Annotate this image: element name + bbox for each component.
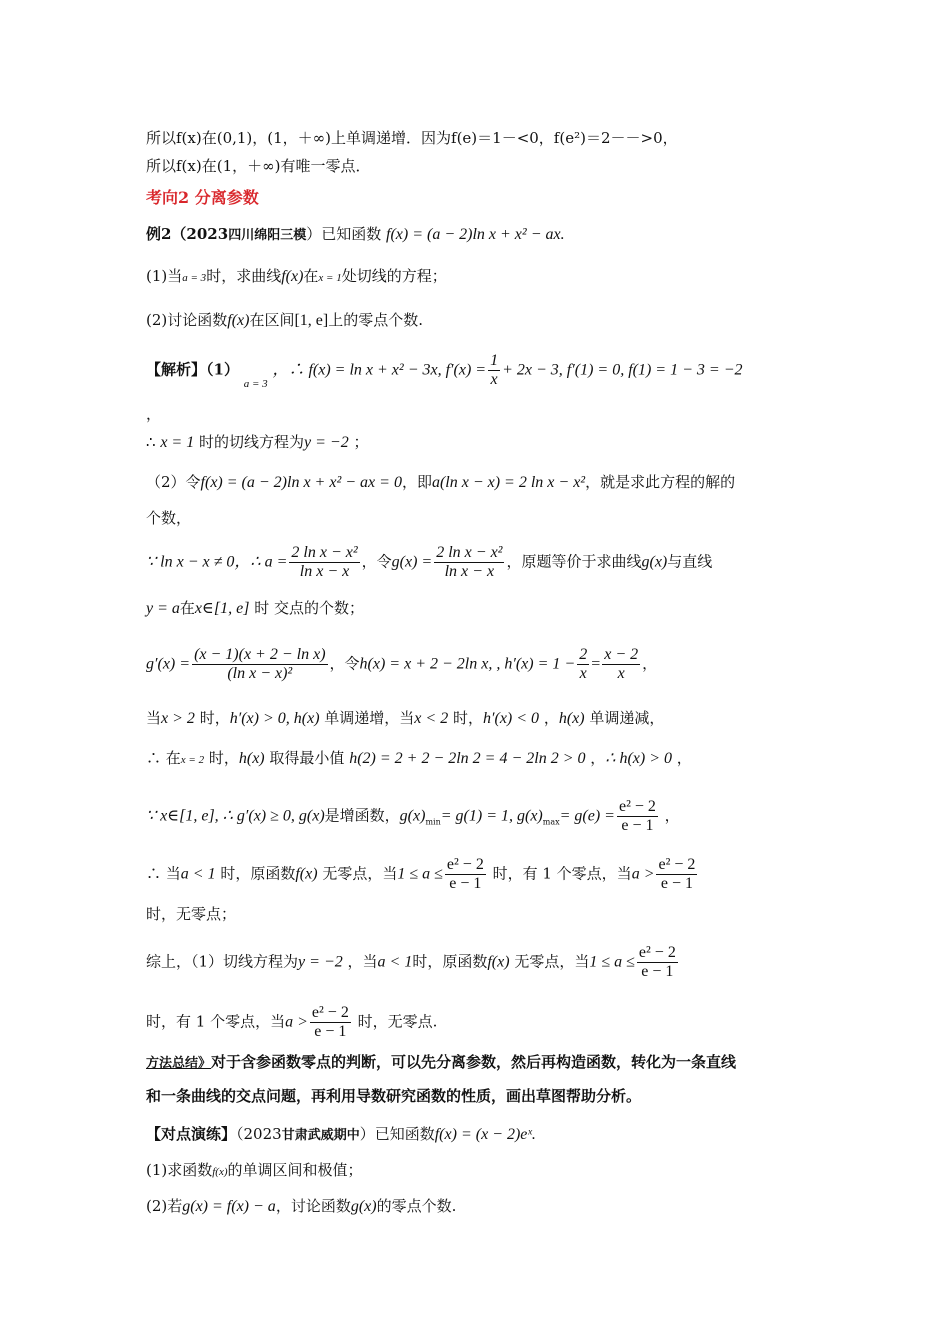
p10-c: 时，原函数 — [412, 952, 488, 971]
summary-text-2: 和一条曲线的交点问题，再利用导数研究函数的性质，画出草图帮助分析。 — [146, 1087, 642, 1105]
p11-frac — [310, 1004, 351, 1041]
p3-a: ∵ ln x − x ≠ 0 — [146, 553, 235, 571]
solution-frac-1 — [488, 352, 500, 389]
p3-frac — [289, 544, 359, 581]
p3-frac-2 — [434, 544, 504, 581]
frac-den: ln x − x — [299, 563, 350, 580]
p9-m1: a < 1 — [180, 865, 216, 883]
q2-math-fx: f(x) — [227, 312, 250, 329]
frac-num: e² − 2 — [658, 856, 696, 873]
practice-function: f(x) = (x − 2)eˣ. — [434, 1126, 536, 1143]
text-line-1 — [146, 128, 678, 148]
p5-a: ，令 — [329, 654, 360, 673]
part-10-line — [146, 944, 680, 981]
p2-eq: f(x) = (a − 2)ln x + x² − ax = 0 — [200, 474, 402, 491]
p7-m2: h(x) — [238, 750, 265, 767]
p9-m2: f(x) — [295, 865, 318, 883]
p9-m3: 1 ≤ a ≤ — [397, 865, 443, 883]
p3-gx: g(x) — [641, 553, 668, 571]
p11-m1: a > — [285, 1013, 308, 1031]
frac-num: e² − 2 — [446, 856, 484, 873]
p10-d: 无零点，当 — [509, 952, 590, 971]
p3-e: 与直线 — [667, 552, 713, 571]
p8-end: ， — [659, 806, 680, 825]
p9-frac-2 — [656, 856, 697, 893]
example-2-line — [146, 224, 565, 246]
practice-text: ）已知函数 — [359, 1125, 435, 1143]
practice-label: 【对点演练】 — [146, 1125, 237, 1143]
part-2-line — [146, 472, 735, 493]
p6-a: 当 — [146, 709, 162, 727]
practice-source: 甘肃武威期中 — [281, 1128, 360, 1143]
frac-den: e − 1 — [641, 963, 674, 980]
part-11-line — [146, 1004, 437, 1041]
summary-text-1: 对于含参函数零点的判断，可以先分离参数，然后再构造函数，转化为一条直线 — [211, 1053, 737, 1071]
part-8-line — [146, 798, 680, 835]
p8-m3: = g(e) = — [559, 807, 615, 825]
p10-a: 综上，（1）切线方程为 — [146, 952, 299, 971]
p7-m1: x = 2 — [180, 754, 205, 766]
p7-d: ， — [585, 749, 606, 767]
p2-b: ，即 — [401, 473, 432, 491]
frac-num: (x − 1)(x + 2 − ln x) — [194, 646, 326, 663]
tangent-a: ∴ — [146, 433, 161, 451]
dq1-a: (1)求函数 — [146, 1161, 213, 1179]
summary-tag: 方法总结》 — [146, 1056, 212, 1071]
p10-m3: f(x) — [487, 953, 510, 971]
text-line-2 — [146, 156, 370, 176]
p5-frac-3 — [602, 646, 640, 683]
p6-m5: h(x) — [558, 710, 585, 727]
p5-frac — [192, 646, 327, 683]
p10-m2: a < 1 — [377, 953, 413, 971]
p8-min: min — [425, 817, 441, 827]
text-l1: 所以f(x)在(0,1)，(1，＋∞)上单调递增．因为f(e)＝1－<0，f(e²)＝2－－>0， — [146, 129, 678, 147]
example-source: 四川绵阳三模 — [228, 228, 307, 243]
p2-c: ，就是求此方程的解的 — [585, 473, 736, 491]
p3-b: ，∴ a = — [234, 553, 288, 571]
p2-a: （2）令 — [146, 473, 201, 491]
dq2-b: ，讨论函数 — [275, 1197, 351, 1215]
p5-frac-2 — [577, 646, 589, 683]
p7-e: ， — [672, 749, 692, 767]
frac-num: x − 2 — [604, 646, 639, 663]
tangent-b: 时的切线方程为 — [194, 433, 304, 451]
practice-q1 — [146, 1160, 363, 1182]
p2-eq2: a(ln x − x) = 2 ln x − x² — [431, 474, 586, 491]
solution-a3: a = 3 — [243, 377, 268, 390]
frac-den: x — [490, 371, 498, 388]
p8-b: 是增函数， — [324, 806, 400, 825]
part-7-line — [146, 748, 692, 770]
frac-num: 2 — [579, 646, 588, 663]
summary-line-1 — [146, 1052, 736, 1074]
p3-g: g(x) = — [391, 553, 433, 571]
heading-text: 考向2 分离参数 — [146, 188, 259, 207]
solution-eq2: + 2x − 3, f′(1) = 0, f(1) = 1 − 3 = −2 — [502, 361, 743, 379]
p10-m4: 1 ≤ a ≤ — [589, 953, 635, 971]
q1-text-b: 时，求曲线 — [206, 267, 282, 285]
practice-q2 — [146, 1196, 456, 1217]
p10-b: ，当 — [342, 952, 378, 971]
frac-num: e² − 2 — [638, 944, 676, 961]
p11-a: 时，有 1 个零点，当 — [146, 1012, 286, 1031]
q1-text-d: 处切线的方程； — [341, 267, 447, 285]
dq2-m: g(x) = f(x) − a — [182, 1198, 276, 1215]
p9-cont: 时，无零点； — [146, 905, 237, 923]
p8-m2: = g(1) = 1, g(x) — [440, 807, 543, 825]
p8-m1: g(x) — [399, 807, 426, 825]
solution-eq1: ，∴ f(x) = ln x + x² − 3x, f′(x) = — [272, 361, 487, 379]
p3-c: ，令 — [361, 552, 392, 571]
frac-den: ln x − x — [444, 563, 495, 580]
part-9-line — [146, 856, 699, 893]
dq2-c: 的零点个数. — [376, 1197, 457, 1215]
dq2-m2: g(x) — [350, 1198, 377, 1215]
q1-math-a: a = 3 — [182, 272, 207, 284]
frac-den: x — [579, 665, 587, 682]
q2-text-c: 上的零点个数. — [328, 311, 424, 329]
p7-m3: h(2) = 2 + 2 − 2ln 2 = 4 − 2ln 2 > 0 — [349, 750, 586, 767]
frac-num: e² − 2 — [618, 798, 656, 815]
part-3-line — [146, 544, 712, 581]
frac-den: e − 1 — [660, 875, 693, 892]
tangent-line — [146, 432, 368, 453]
solution-comma-line — [146, 404, 161, 424]
frac-den: (ln x − x)² — [227, 665, 293, 682]
frac-num: e² − 2 — [311, 1004, 349, 1021]
dq1-b: 的单调区间和极值； — [227, 1161, 363, 1179]
frac-num: 2 ln x − x² — [291, 544, 358, 561]
p9-c: 无零点，当 — [317, 864, 398, 883]
dq2-a: (2)若 — [146, 1197, 183, 1215]
example-label: 例2（2023 — [146, 225, 229, 243]
frac-den: e − 1 — [621, 817, 654, 834]
p4-d: 时 交点的个数； — [249, 599, 364, 617]
solution-label: 【解析】（1） — [146, 360, 239, 379]
p2-cont: 个数， — [146, 509, 192, 527]
p6-e: ， — [539, 709, 559, 727]
p6-b: 时， — [194, 709, 230, 727]
p6-f: 单调递减， — [584, 709, 665, 727]
question-2 — [146, 310, 423, 331]
summary-line-2 — [146, 1086, 641, 1106]
p10-m1: y = −2 — [298, 953, 343, 971]
solution-part-1 — [146, 352, 743, 389]
tangent-eq: y = −2 — [304, 434, 349, 451]
frac-num: 1 — [490, 352, 499, 369]
frac-den: e − 1 — [314, 1023, 347, 1040]
q1-math-fx: f(x) — [281, 268, 304, 285]
q1-math-x: x = 1 — [318, 272, 342, 284]
question-1 — [146, 266, 447, 288]
p6-m2: h′(x) > 0, h(x) — [229, 710, 320, 727]
p10-frac — [637, 944, 678, 981]
p9-frac — [445, 856, 486, 893]
p6-c: 单调递增，当 — [319, 709, 415, 727]
p6-d: 时， — [448, 709, 483, 727]
practice-line — [146, 1124, 536, 1146]
frac-num: 2 ln x − x² — [436, 544, 503, 561]
p9-a: ∴ 当 — [146, 864, 181, 883]
p3-d: ，原题等价于求曲线 — [506, 552, 642, 571]
p7-b: 时， — [204, 749, 239, 767]
part-2-cont — [146, 508, 191, 528]
solution-comma: ， — [146, 405, 162, 423]
q1-text-c: 在 — [303, 267, 319, 285]
tangent-math: x = 1 — [160, 434, 195, 451]
p7-m4: ∴ h(x) > 0 — [605, 750, 673, 767]
p6-m3: x < 2 — [414, 710, 449, 727]
p9-d: 时，有 1 个零点，当 — [487, 864, 632, 883]
p5-end: ， — [642, 654, 658, 673]
p4-c: x∈[1, e] — [194, 600, 250, 617]
part-9-cont — [146, 904, 236, 924]
q2-text-a: (2)讨论函数 — [146, 311, 228, 329]
p5-eq: = — [591, 655, 601, 673]
p4-b: 在 — [179, 599, 195, 617]
p8-max: max — [542, 817, 560, 827]
frac-den: e − 1 — [449, 875, 482, 892]
q2-math-interval: [1, e] — [294, 312, 329, 329]
p7-c: 取得最小值 — [264, 749, 350, 767]
frac-den: x — [617, 665, 625, 682]
p8-frac — [617, 798, 658, 835]
dq1-m: f(x) — [212, 1166, 228, 1178]
p5-g: g′(x) = — [146, 655, 191, 673]
p7-a: ∴ 在 — [146, 749, 181, 767]
text-l2: 所以f(x)在(1，＋∞)有唯一零点． — [146, 157, 371, 175]
p11-b: 时，无零点. — [352, 1012, 438, 1031]
p8-a: ∵ x∈[1, e], ∴ g′(x) ≥ 0, g(x) — [146, 807, 325, 825]
example-rest: ）已知函数 — [306, 225, 382, 243]
p5-h: h(x) = x + 2 − 2ln x, , h′(x) = 1 − — [359, 655, 576, 673]
p9-b: 时，原函数 — [215, 864, 296, 883]
tangent-c: ； — [348, 433, 369, 451]
section-heading — [146, 188, 259, 208]
p6-m1: x > 2 — [161, 710, 195, 727]
p9-m4: a > — [631, 865, 655, 883]
part-5-line — [146, 646, 657, 683]
p6-m4: h′(x) < 0 — [482, 710, 540, 727]
practice-year: （2023 — [236, 1125, 282, 1143]
example-function: f(x) = (a − 2)ln x + x² − ax. — [386, 226, 565, 243]
p4-a: y = a — [146, 600, 180, 617]
part-6-line — [146, 708, 664, 729]
part-4-line — [146, 598, 364, 619]
q1-text-a: (1)当 — [146, 267, 183, 285]
q2-text-b: 在区间 — [249, 311, 295, 329]
